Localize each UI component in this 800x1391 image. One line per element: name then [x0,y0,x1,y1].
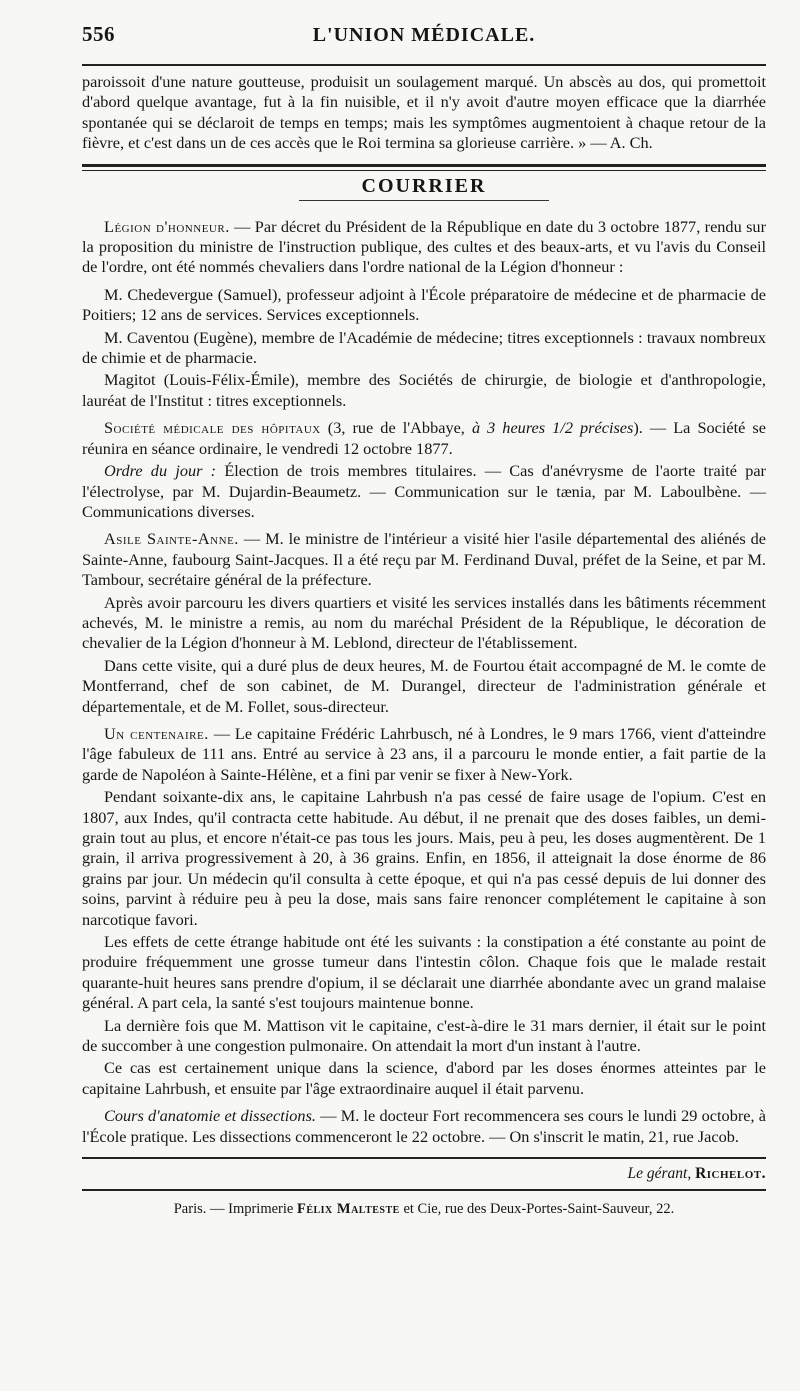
intro-paragraph: paroissoit d'une nature goutteuse, produisit un soulagement marqué. Un abscès au dos, qui promettoit d'abord quelque avantage, fut à la fin nuisible, et il n'y avoit d'autre moyen efficace que la diarrhée spontanée qui se déclaroit de temps en temps; mais les symptômes augmentoient à chaque retour de la fièvre, et c'est dans un de ces accès que le Roi termina sa glorieuse carrière. » — A. Ch. [82,72,766,153]
imprint-rest: et Cie, rue des Deux-Portes-Saint-Sauveur, 22. [399,1201,675,1218]
societe-agenda [82,461,766,522]
header-rule [82,64,766,66]
signature-name: Richelot. [695,1165,766,1183]
societe-paragraph [82,418,766,459]
societe-time: à 3 heures 1/2 précises [471,418,634,438]
societe-text-before: (3, rue de l'Abbaye, [320,418,472,438]
page-number: 556 [82,22,115,46]
signature [82,1165,766,1183]
imprint-city: Paris. — Imprimerie [173,1201,294,1218]
legion-item: M. Caventou (Eugène), membre de l'Académie de médecine; titres exceptionnels : travaux nombreux de chimie et de pharmacie. [82,327,766,368]
centenaire-heading: Un centenaire. [104,723,209,743]
journal-title: L'UNION MÉDICALE. [312,24,536,46]
running-head [82,22,766,56]
legion-text: — Par décret du Président de la République en date du 3 octobre 1877, rendu sur la proposition du ministre de l'instruction publique, des cultes et des beaux-arts, et vu l'avis du Conseil de l'ordre, ont été nommés chevaliers dans l'ordre national de la Légion d'honneur : [82,216,766,277]
title-underline [299,200,549,201]
agenda-text: Élection de trois membres titulaires. — Cas d'anévrysme de l'aorte traité par l'électrolyse, par M. Dujardin-Beaumetz. — Communication sur le tænia, par M. Laboulbène. — Communications diverses. [82,461,766,521]
centenaire-paragraph-3: Les effets de cette étrange habitude ont été les suivants : la constipation a été constante au point de produire fréquemment une grosse tumeur dans l'intestin côlon. Chaque fois que le malade restait quarante-huit heures sans prendre d'opium, il se déclarait une diarrhée abondante avec un grand malaise général. A part cela, la santé s'est toujours maintenue bonne. [82,932,766,1013]
imprint-printer: Félix Malteste [296,1201,400,1218]
centenaire-paragraph-5: Ce cas est certainement unique dans la science, d'abord par les doses énormes atteintes par le capitaine Lahrbush, et ensuite par l'âge extraordinaire auquel il était parvenu. [82,1058,766,1098]
societe-heading: Société médicale des hôpitaux [104,418,321,438]
cours-heading: Cours d'anatomie et dissections. [104,1106,316,1126]
end-rule [82,1157,766,1159]
centenaire-text: — Le capitaine Frédéric Lahrbusch, né à Londres, le 9 mars 1766, vient d'atteindre l'âge fabuleux de 111 ans. Entré au service à 23 ans, il a parcouru le monde entier, a fait partie de la garde de Napoléon à Sainte-Hélène, et a fini par venir se fixer à New-York. [82,723,766,784]
legion-paragraph [82,217,766,278]
asile-paragraph-3: Dans cette visite, qui a duré plus de deux heures, M. de Fourtou était accompagné de M. le comte de Montferrand, chef de son cabinet, de M. Durangel, directeur de l'administration générale et départementale, et de M. Follet, sous-directeur. [82,655,766,716]
section-divider [82,164,766,171]
asile-paragraph-2: Après avoir parcouru les divers quartiers et visité les services installés dans les bâtiments récemment achevés, M. le ministre a remis, au nom du maréchal Président de la République, le décoration de chevalier de la Légion d'honneur à M. Leblond, directeur de l'établissement. [82,592,766,653]
asile-heading: Asile Sainte-Anne. [104,529,239,549]
legion-item: M. Chedevergue (Samuel), professeur adjoint à l'École préparatoire de médecine et de pharmacie de Poitiers; 12 ans de services. Services exceptionnels. [82,284,766,325]
legion-item: Magitot (Louis-Félix-Émile), membre des Sociétés de chirurgie, de biologie et d'anthropologie, lauréat de l'Institut : titres exceptionnels. [82,370,766,410]
signature-label: Le gérant, [627,1165,692,1183]
imprint-line [82,1201,766,1218]
centenaire-paragraph-4: La dernière fois que M. Mattison vit le capitaine, c'est-à-dire le 31 mars dernier, il était sur le point de succomber à une congestion pulmonaire. On attendait la mort d'un instant à l'autre. [82,1015,766,1056]
bottom-rule [82,1189,766,1191]
legion-heading: Légion d'honneur. [104,216,230,236]
societe-text-after: ). — La Société se réunira en séance ordinaire, le vendredi 12 octobre 1877. [82,418,766,458]
asile-paragraph [82,529,766,590]
cours-paragraph [82,1106,766,1147]
centenaire-paragraph-2: Pendant soixante-dix ans, le capitaine Lahrbush n'a pas cessé de faire usage de l'opium. C'est en 1807, aux Indes, qu'il contracta cette habitude. Au début, il ne prenait que des doses faibles, un demi-grain tout au plus, et encore n'était-ce pas tous les jours. Mais, peu à peu, les doses augmentèrent. De 1 grain, il arriva progressivement à 20, à 36 grains. Enfin, en 1856, il atteignait la dose énorme de 86 grains par jour. Un médecin qu'il consulta à cette époque, et qui n'a pas cessé depuis de lui donner des soins, parvint à réduire peu à peu la dose, mais sans faire renoncer complétement le capitaine à son narcotique favori. [82,787,766,929]
section-title: COURRIER [361,174,487,197]
agenda-label: Ordre du jour : [104,461,217,481]
asile-text: — M. le ministre de l'intérieur a visité hier l'asile départemental des aliénés de Sainte-Anne, faubourg Saint-Jacques. Il a été reçu par M. Ferdinand Duval, préfet de la Seine, et par M. Tambour, secrétaire général de la préfecture. [82,529,766,590]
cours-text: — M. le docteur Fort recommencera ses cours le lundi 29 octobre, à l'École pratique. Les dissections commenceront le 22 octobre. — On s'inscrit le matin, 21, rue Jacob. [82,1106,767,1146]
centenaire-paragraph [82,724,766,785]
